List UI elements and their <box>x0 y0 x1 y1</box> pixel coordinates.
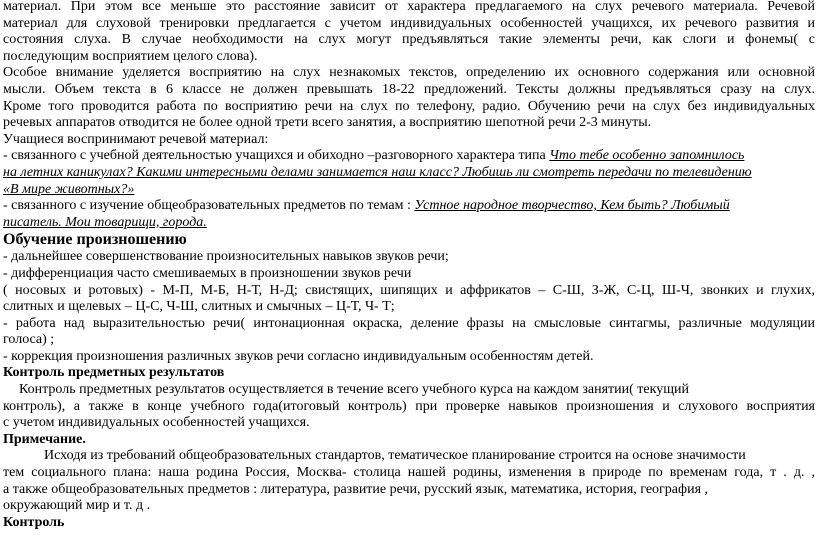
text-line: - коррекция произношения различных звуков речи согласно индивидуальным особенностям детей. <box>3 348 594 364</box>
plain-text: - связанного с учебной деятельностью учащихся и обиходно –разговорного характера типа <box>3 148 550 164</box>
text-line: речевых аппаратов отводится не более одной трети всего занятия, а восприятию шепотной речи 2-3 минуты. <box>3 115 652 131</box>
text-line: окружающий мир и т. д . <box>3 498 151 514</box>
plain-text: - связанного с изучение общеобразовательных предметов по темам : <box>3 198 415 214</box>
text-line: - дальнейшее совершенствование произносительных навыков звуков речи; <box>3 249 449 265</box>
section-heading-note: Примечание. <box>3 431 86 447</box>
text-line: последующим восприятием целого слова). <box>3 48 258 64</box>
text-line: Контроль предметных результатов осуществляется в течение всего учебного курса на каждом занятии( текущий <box>19 382 690 398</box>
text-line: состояния слуха. В случае необходимости на слух могут предъявляться такие элементы речи, как слоги и фонемы( с <box>3 32 815 48</box>
section-heading-control: Контроль предметных результатов <box>3 365 225 381</box>
text-line: Исходя из требований общеобразовательных стандартов, тематическое планирование строится на основе значимости <box>44 448 746 464</box>
text-line: ( носовых и ротовых) - М-П, М-Б, Н-Т, Н-Д; свистящих, шипящих и аффрикатов – С-Ш, З-Ж, С-Ц, Ш-Ч, звонких и глухих, <box>3 282 815 298</box>
text-line: мысли. Объем текста в 6 классе не должен превышать 18-22 предложений. Тексты должны предъявляться сразу на слух. <box>3 81 815 97</box>
example-topic-text: Что тебе особенно запомнилось <box>549 148 745 164</box>
text-line <box>3 148 815 165</box>
section-heading-control-2: Контроль <box>3 514 65 530</box>
text-line: материал. При этом все меньше это расстояние зависит от характера предлагаемого на слух речевого материала. Речевой <box>3 0 815 14</box>
text-line: голоса) ; <box>3 332 55 348</box>
example-topic-text: писатель. Мои товарищи, города. <box>3 214 207 230</box>
text-line: Кроме того проводится работа по восприятию речи на слух по телефону, радио. Обучению речи на слух без индивидуальных <box>3 98 815 114</box>
text-line: материал для слуховой тренировки предлагается с учетом индивидуальных особенностей учащихся, их речевого развития и <box>3 15 815 31</box>
text-line: Особое внимание уделяется восприятию на слух незнакомых текстов, определению их основного содержания или основной <box>3 65 815 81</box>
text-line: - дифференциация часто смешиваемых в произношении звуков речи <box>3 265 412 281</box>
text-line: - работа над выразительностью речи( интонационная окраска, деление фразы на смысловые синтагмы, различные модуляции <box>3 315 815 331</box>
example-topic-text: Устное народное творчество, Кем быть? Любимый <box>414 198 730 214</box>
example-topic-text: на летних каникулах? Какими интересными делами занимается наш класс? Любишь ли смотреть передачи по телевидению <box>3 164 752 180</box>
text-line: слитных и щелевых – Ц-С, Ч-Ш, слитных и смычных – Ц-Т, Ч- Т; <box>3 299 395 315</box>
section-heading-pronunciation: Обучение произношению <box>3 231 187 249</box>
text-line: с учетом индивидуальных особенностей учащихся. <box>3 415 310 431</box>
text-line: а также общеобразовательных предметов : литература, развитие речи, русский язык, математика, история, география , <box>3 481 709 497</box>
text-line: контроль), а также в конце учебного года(итоговый контроль) при проверке навыков произношения и слухового восприятия <box>3 398 815 414</box>
text-line: Учащиеся воспринимают речевой материал: <box>3 131 269 147</box>
example-topic-text: «В мире животных?» <box>3 181 135 197</box>
text-line <box>3 198 815 215</box>
text-line: тем социального плана: наша родина Россия, Москва- столица нашей родины, изменения в природе по временам года, т . д. , <box>3 465 815 481</box>
